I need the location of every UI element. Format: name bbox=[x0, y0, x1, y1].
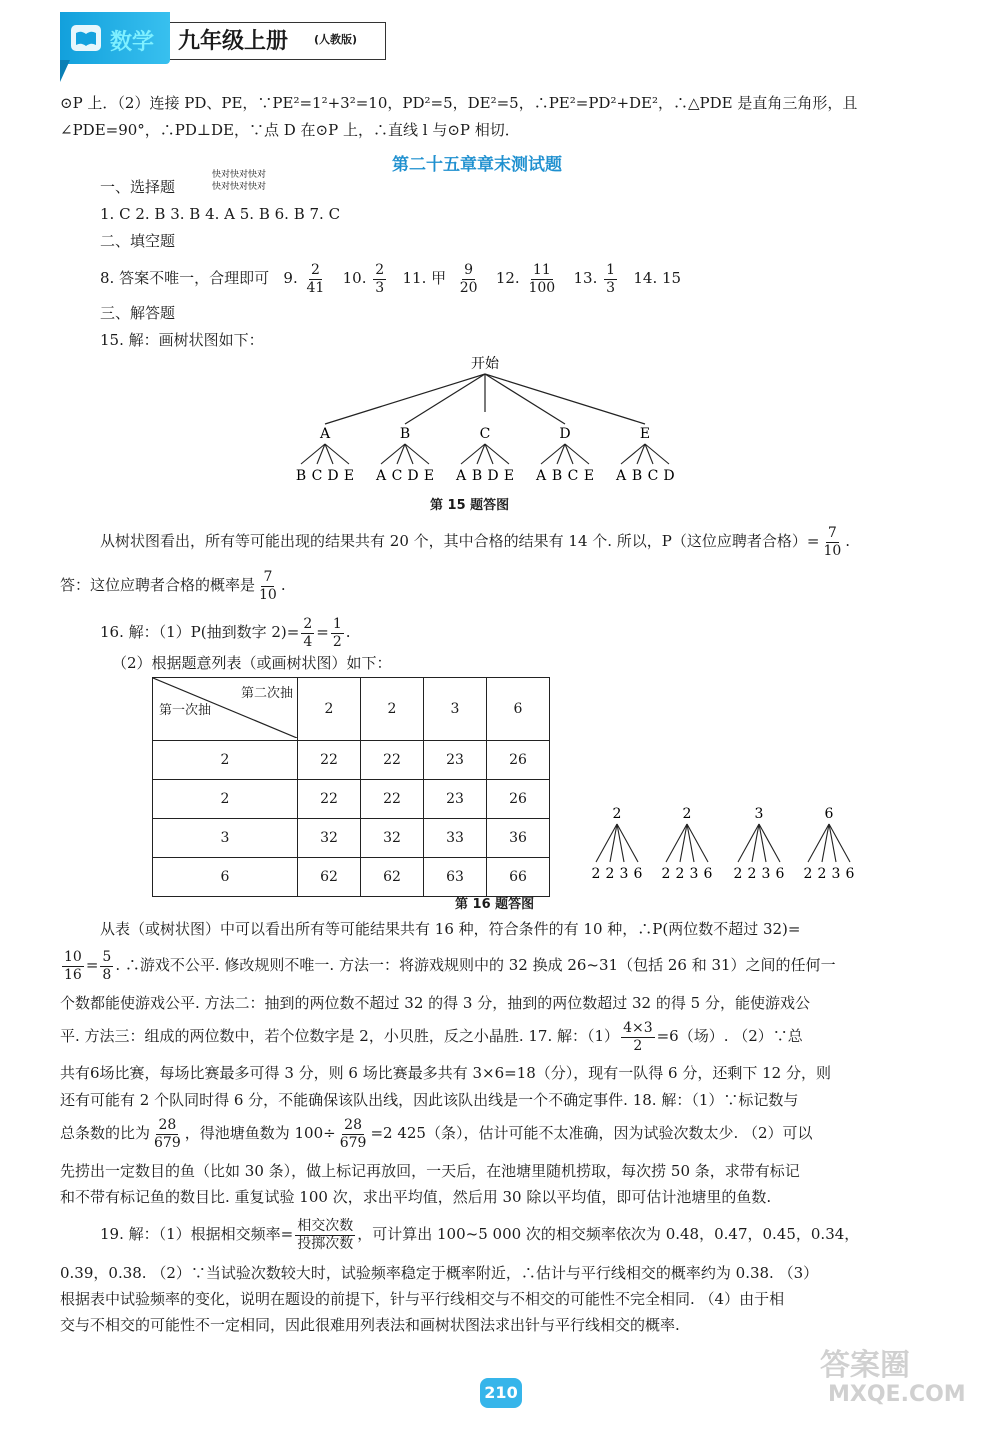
tree-leaf: B bbox=[295, 468, 307, 484]
small-tree-leaf: 2 bbox=[591, 866, 601, 882]
table-row-head: 3 bbox=[153, 819, 298, 858]
para-fraction-2: $\frac{5}{8}$ bbox=[102, 948, 112, 983]
small-tree-leaf: 2 bbox=[733, 866, 743, 882]
tree-leaf: C bbox=[647, 468, 659, 484]
tree-leaf: A bbox=[615, 468, 627, 484]
table-cell: 26 bbox=[487, 780, 550, 819]
tree-leaf: C bbox=[567, 468, 579, 484]
q10-fraction: $\frac{2}{3}$ bbox=[375, 261, 385, 296]
header-banner-tail bbox=[60, 60, 70, 82]
para-fraction-4: $\frac{28}{679}$ bbox=[154, 1116, 181, 1151]
q10-label: 10. bbox=[342, 269, 367, 287]
para-line-3: 个数都能使游戏公平. 方法二：抽到的两位数不超过 32 的得 3 分，抽到的两位数超过 32 的得 5 分，能使游戏公 bbox=[60, 994, 810, 1012]
book-title: 九年级上册 bbox=[178, 29, 289, 54]
prev-answer-line-1: ⊙P 上．（2）连接 PD、PE，∵PE²=1²+3²=10，PD²=5，DE²=5，∴PE²=PD²+DE²，∴△PDE 是直角三角形，且 bbox=[60, 94, 858, 112]
q19-line-4: 交与不相交的可能性不一定相同，因此很难用列表法和画树状图法求出针与平行线相交的概率. bbox=[60, 1316, 680, 1334]
para-line-6: 还有可能有 2 个队同时得 6 分，不能确保该队出线，因此该队出线是一个不确定事件. 18. 解：（1）∵标记数与 bbox=[60, 1091, 799, 1109]
watermark-logo: 答案圈 bbox=[820, 1348, 910, 1383]
q15-result-line: 从树状图看出，所有等可能出现的结果共有 20 个，其中合格的结果有 14 个. 所以，P（这位应聘者合格）= $\frac{7}{10}$ . bbox=[100, 524, 851, 559]
table-col-head: 3 bbox=[424, 678, 487, 741]
q12-fraction: $\frac{11}{100}$ bbox=[528, 261, 556, 296]
tree-leaf: A bbox=[375, 468, 387, 484]
small-tree-leaf: 6 bbox=[775, 866, 785, 882]
tree-node-B: B bbox=[399, 426, 411, 442]
q16-tree-diagrams bbox=[585, 800, 875, 885]
small-tree-leaf: 6 bbox=[845, 866, 855, 882]
q19-line-1 bbox=[100, 1214, 859, 1254]
para-line-8: 先捞出一定数目的鱼（比如 30 条），做上标记再放回，一天后，在池塘里随机捞取，每次捞 50 条，求带有标记 bbox=[60, 1162, 800, 1180]
tree-leaf: A bbox=[535, 468, 547, 484]
tree-leaf: E bbox=[423, 468, 435, 484]
tree-leaf: B bbox=[631, 468, 643, 484]
table-cell: 22 bbox=[298, 741, 361, 780]
small-tree-leaf: 2 bbox=[817, 866, 827, 882]
section-solve-title: 三、解答题 bbox=[100, 304, 176, 322]
tree-leaf: B bbox=[551, 468, 563, 484]
table-cell: 22 bbox=[361, 741, 424, 780]
table-cell: 23 bbox=[424, 780, 487, 819]
para-line-7-text-c: =2 425（条），估计可能不太准确，因为试验次数太少. （2）可以 bbox=[370, 1124, 813, 1142]
tree-leaf: D bbox=[663, 468, 675, 484]
small-tree-root: 3 bbox=[754, 806, 764, 822]
small-tree-leaf: 3 bbox=[761, 866, 771, 882]
q15-answer-fraction: $\frac{7}{10}$ bbox=[259, 568, 277, 603]
table-cell: 32 bbox=[298, 819, 361, 858]
q19-line-1-text-a: 19. 解：（1）根据相交频率= bbox=[100, 1225, 294, 1243]
tree-node-C: C bbox=[479, 426, 491, 442]
para-line-7-text-b: ，得池塘鱼数为 100÷ bbox=[184, 1124, 336, 1142]
small-tree-root: 6 bbox=[824, 806, 834, 822]
q16-fraction-1: $\frac{2}{4}$ bbox=[303, 615, 313, 650]
section-choice-title: 一、选择题 bbox=[100, 178, 176, 196]
table-row-head: 2 bbox=[153, 780, 298, 819]
q14-answer: 14. 15 bbox=[633, 269, 682, 287]
edition-label: (人教版) bbox=[314, 33, 358, 46]
page-number: 210 bbox=[480, 1378, 522, 1408]
small-tree-leaf: 2 bbox=[605, 866, 615, 882]
tree-leaf: E bbox=[583, 468, 595, 484]
table-cell: 23 bbox=[424, 741, 487, 780]
q12-label: 12. bbox=[495, 269, 520, 287]
para-line-7 bbox=[60, 1113, 813, 1153]
table-row-head: 6 bbox=[153, 858, 298, 897]
q19-line-2: 0.39，0.38. （2）∵当试验次数较大时，试验频率稳定于概率附近，∴估计与平行线相交的概率约为 0.38. （3） bbox=[60, 1264, 819, 1282]
para-fraction-3: $\frac{4\times 3}{2}$ bbox=[623, 1019, 653, 1054]
q15-caption: 第 15 题答图 bbox=[430, 498, 510, 513]
tree-leaf: C bbox=[311, 468, 323, 484]
para-line-2: $\frac{10}{16}$ = $\frac{5}{8}$ . ∴游戏不公平. 修改规则不唯一. 方法一：将游戏规则中的 32 换成 26~31（包括 26 和 31）之间的任何一 bbox=[64, 948, 836, 983]
para-line-9: 和不带有标记鱼的数目比. 重复试验 100 次，求出平均值，然后用 30 除以平均值，即可估计池塘里的鱼数. bbox=[60, 1188, 772, 1206]
para-line-2-text: ∴游戏不公平. 修改规则不唯一. 方法一：将游戏规则中的 32 换成 26~31（包括 26 和 31）之间的任何一 bbox=[124, 956, 836, 974]
table-row bbox=[153, 819, 550, 858]
tree-leaf: D bbox=[327, 468, 339, 484]
tree-leaf: D bbox=[407, 468, 419, 484]
table-cell: 22 bbox=[361, 780, 424, 819]
book-icon bbox=[70, 24, 102, 52]
tree-leaf: D bbox=[487, 468, 499, 484]
tree-node-E: E bbox=[639, 426, 651, 442]
table-cell: 63 bbox=[424, 858, 487, 897]
section-fill-title: 二、填空题 bbox=[100, 232, 176, 250]
table-corner-cell bbox=[153, 678, 298, 741]
para-line-4-text-b: =6（场）. （2）∵总 bbox=[656, 1027, 803, 1045]
q15-answer-line: 答：这位应聘者合格的概率是 $\frac{7}{10}$ . bbox=[60, 568, 286, 603]
choice-answers: 1. C 2. B 3. B 4. A 5. B 6. B 7. C bbox=[100, 205, 341, 223]
fill-answers bbox=[100, 258, 681, 298]
q9-fraction: $\frac{2}{41}$ bbox=[306, 261, 325, 296]
para-fraction-1: $\frac{10}{16}$ bbox=[64, 948, 82, 983]
table-row bbox=[153, 858, 550, 897]
prev-answer-line-2: ∠PDE=90°，∴PD⊥DE，∵点 D 在⊙P 上，∴直线 l 与⊙P 相切． bbox=[60, 121, 520, 139]
small-tree-leaf: 3 bbox=[619, 866, 629, 882]
small-tree-leaf: 2 bbox=[661, 866, 671, 882]
corner-top-label: 第二次抽 bbox=[240, 686, 293, 701]
para-line-5: 共有6场比赛，每场比赛最多可得 3 分，则 6 场比赛最多共有 3×6=18（分），现有一队得 6 分，还剩下 12 分，则 bbox=[60, 1064, 831, 1082]
para-line-4-text-a: 平. 方法三：组成的两位数中，若个位数字是 2，小贝胜，反之小晶胜. 17. 解：（1） bbox=[60, 1027, 620, 1045]
para-line-7-text-a: 总条数的比为 bbox=[60, 1124, 151, 1142]
tree-leaf: B bbox=[471, 468, 483, 484]
table-col-head: 2 bbox=[361, 678, 424, 741]
table-col-head: 2 bbox=[298, 678, 361, 741]
q16-part1: 16. 解：（1）P(抽到数字 2)= $\frac{2}{4}$ = $\frac{1}{2}$ . bbox=[100, 615, 351, 650]
small-tree-leaf: 3 bbox=[689, 866, 699, 882]
watermark-url: MXQE.COM bbox=[828, 1382, 966, 1407]
small-tree-root: 2 bbox=[682, 806, 692, 822]
tree-leaf: A bbox=[455, 468, 467, 484]
table-cell: 36 bbox=[487, 819, 550, 858]
q13-fraction: $\frac{1}{3}$ bbox=[606, 261, 616, 296]
tree-leaf: E bbox=[503, 468, 515, 484]
q16-fraction-2: $\frac{1}{2}$ bbox=[332, 615, 342, 650]
table-cell: 22 bbox=[298, 780, 361, 819]
table-row-head: 2 bbox=[153, 741, 298, 780]
q8-answer: 8. 答案不唯一，合理即可 bbox=[100, 269, 270, 287]
small-note-1: 快对快对快对 bbox=[212, 170, 267, 180]
small-tree-leaf: 6 bbox=[703, 866, 713, 882]
table-cell: 32 bbox=[361, 819, 424, 858]
table-col-head: 6 bbox=[487, 678, 550, 741]
q16-part2: （2）根据题意列表（或画树状图）如下： bbox=[112, 654, 392, 672]
table-cell: 62 bbox=[361, 858, 424, 897]
q15-tree-diagram bbox=[280, 352, 700, 487]
q19-line-3: 根据表中试验频率的变化，说明在题设的前提下，针与平行线相交与不相交的可能性不完全相同. （4）由于相 bbox=[60, 1290, 785, 1308]
small-tree-leaf: 3 bbox=[831, 866, 841, 882]
q15-answer-text: 答：这位应聘者合格的概率是 bbox=[60, 576, 256, 594]
table-row bbox=[153, 741, 550, 780]
para-line-1: 从表（或树状图）中可以看出所有等可能结果共有 16 种，符合条件的有 10 种，∴P(两位数不超过 32)= bbox=[100, 920, 801, 938]
q15-result-fraction: $\frac{7}{10}$ bbox=[823, 524, 842, 559]
table-row bbox=[153, 780, 550, 819]
small-tree-leaf: 2 bbox=[803, 866, 813, 882]
small-tree-leaf: 2 bbox=[747, 866, 757, 882]
q19-line-1-text-b: ，可计算出 100~5 000 次的相交频率依次为 0.48，0.47，0.45，0.34， bbox=[357, 1225, 860, 1243]
q16-caption: 第 16 题答图 bbox=[455, 897, 535, 912]
q19-fraction: $\frac{\text{相交次数}}{\text{投掷次数}}$ bbox=[297, 1217, 354, 1252]
subject-label: 数学 bbox=[110, 30, 155, 55]
small-tree-leaf: 6 bbox=[633, 866, 643, 882]
small-note-2: 快对快对快对 bbox=[212, 182, 267, 192]
tree-node-A: A bbox=[319, 426, 331, 442]
q13-label: 13. bbox=[573, 269, 598, 287]
corner-bottom-label: 第一次抽 bbox=[159, 703, 212, 718]
q15-result-text: 从树状图看出，所有等可能出现的结果共有 20 个，其中合格的结果有 14 个. 所以，P（这位应聘者合格）= bbox=[100, 532, 820, 550]
q16-part1-text: 16. 解：（1）P(抽到数字 2)= bbox=[100, 623, 300, 641]
para-fraction-5: $\frac{28}{679}$ bbox=[339, 1116, 367, 1151]
tree-root-label: 开始 bbox=[471, 356, 499, 372]
small-tree-leaf: 2 bbox=[675, 866, 685, 882]
tree-node-D: D bbox=[559, 426, 571, 442]
small-tree-root: 2 bbox=[612, 806, 622, 822]
table-cell: 62 bbox=[298, 858, 361, 897]
tree-leaf: E bbox=[343, 468, 355, 484]
q9-label: 9. bbox=[283, 269, 298, 287]
q11-fraction: $\frac{9}{20}$ bbox=[459, 261, 478, 296]
q16-table bbox=[152, 677, 550, 897]
para-line-4 bbox=[60, 1016, 803, 1056]
table-cell: 33 bbox=[424, 819, 487, 858]
q15-intro: 15. 解：画树状图如下： bbox=[100, 331, 264, 349]
chapter-title: 第二十五章章末测试题 bbox=[392, 155, 562, 175]
q11-label: 11. 甲 bbox=[402, 269, 447, 287]
tree-leaf: C bbox=[391, 468, 403, 484]
table-cell: 66 bbox=[487, 858, 550, 897]
table-cell: 26 bbox=[487, 741, 550, 780]
